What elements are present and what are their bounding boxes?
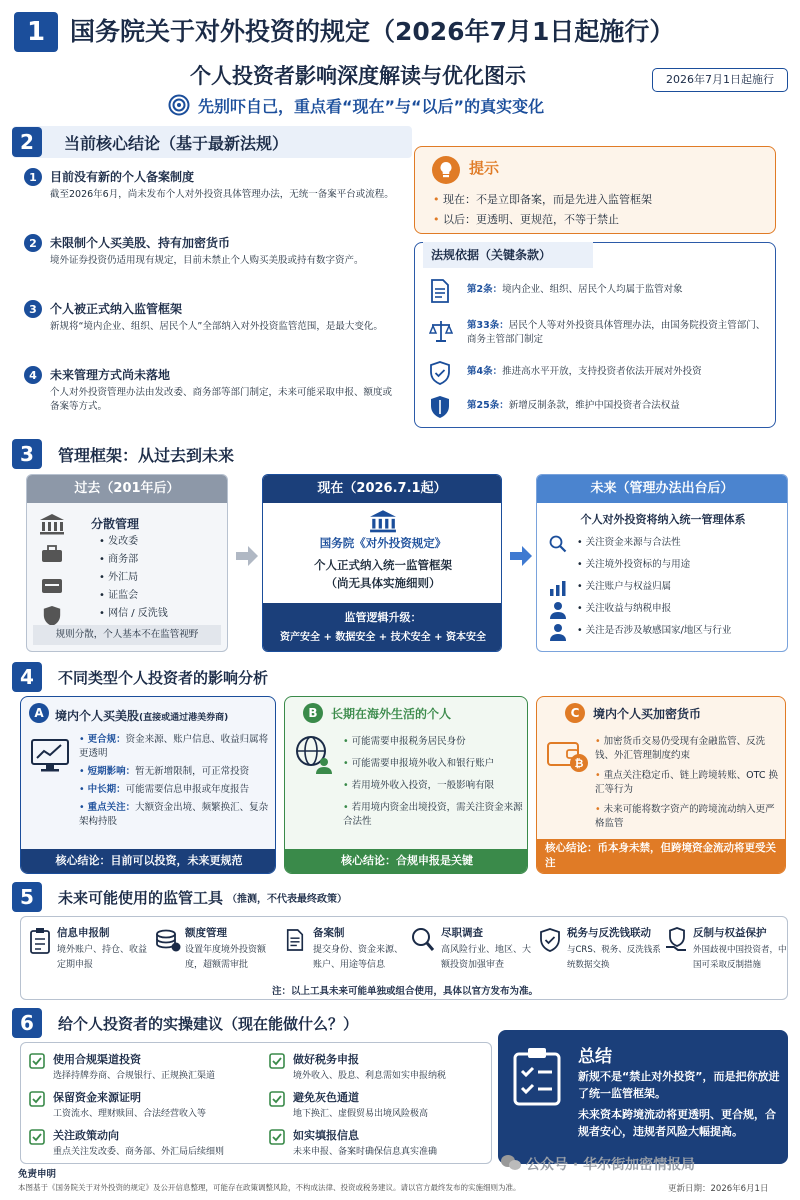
tip-box: [414, 146, 776, 234]
advice-title: 避免灰色通道: [293, 1091, 359, 1104]
section-3: [12, 438, 788, 656]
tool-title: 反制与权益保护: [693, 927, 767, 939]
section-2: [12, 126, 788, 432]
panel-b-letter: B: [303, 703, 323, 723]
tools-box: [20, 916, 788, 1000]
panel-b-item: • 若用境内资金出境投资，需关注资金来源合法性: [343, 802, 523, 827]
summary-title: 总结: [578, 1047, 612, 1067]
briefcase-icon: [41, 545, 63, 563]
panel-a-item: • 短期影响：暂无新增限制，可正常投资: [79, 766, 250, 777]
item-desc: 境外证券投资仍适用现有规定，目前未禁止个人购买美股或持有数字资产。: [50, 255, 364, 266]
legal-title: 法规依据（关键条款）: [423, 242, 593, 268]
future-item: • 关注是否涉及敏感国家/地区与行业: [549, 621, 785, 643]
tip-line: • 以后：更透明、更规范，不等于禁止: [433, 213, 619, 226]
tool-desc: 高风险行业、地区、大额投资加强审查: [441, 945, 532, 970]
panel-b-list: [343, 735, 525, 829]
shield-icon: [429, 395, 451, 419]
item-number: 1: [24, 168, 42, 186]
checklist-icon: [512, 1046, 562, 1106]
disclaimer-text: 本图基于《国务院关于对外投资的规定》及公开信息整理，可能存在政策调整风险，不构成法律、投资或税务建议。请以官方最终发布的实施细则为准。: [18, 1183, 521, 1192]
item-title: 未限制个人买美股、持有加密货币: [50, 236, 231, 250]
section-title: 给个人投资者的实操建议（现在能做什么？）: [58, 1014, 359, 1033]
wechat-icon: [500, 1154, 522, 1172]
section-4: [12, 662, 788, 876]
advice-desc: 重点关注发改委、商务部、外汇局后续细则: [53, 1147, 225, 1157]
section-5-header: [12, 882, 347, 912]
section-6: [12, 1008, 788, 1164]
tool-desc: 外国歧视中国投资者，中国可采取反制措施: [693, 945, 787, 970]
arrow-right-icon: [232, 542, 260, 570]
section-number: 2: [12, 127, 42, 157]
article-number: 第2条：: [467, 284, 503, 295]
future-item: • 关注收益与纳税申报: [549, 599, 785, 621]
footer: [0, 1157, 800, 1200]
section-2-header: [12, 126, 412, 158]
article-text: 居民个人等对外投资具体管理办法，由国务院投资主管部门、商务主管部门制定: [467, 320, 766, 345]
document-icon: [285, 927, 305, 953]
now-panel: [262, 474, 502, 652]
tool-card: [539, 923, 663, 981]
shield-icon: [42, 605, 62, 627]
section-number: 5: [12, 882, 42, 912]
tagline: 先别吓自己，重点看“现在”与“以后”的真实变化: [198, 97, 545, 116]
advice-desc: 地下换汇、虚假贸易出境风险极高: [293, 1109, 429, 1119]
tool-card: [411, 923, 535, 981]
article-text: 境内企业、组织、居民个人均属于监管对象: [502, 284, 683, 295]
past-header: 过去（201年后）: [27, 475, 227, 503]
now-line1: 个人正式纳入统一监管框架: [314, 558, 452, 572]
now-org: 国务院《对外投资规定》: [319, 536, 447, 550]
arrow-right-icon: [506, 542, 534, 570]
page-title: 国务院关于对外投资的规定（2026年7月1日起施行）: [70, 17, 675, 46]
lightbulb-icon: [431, 155, 461, 185]
section-5: [12, 882, 788, 1002]
future-list: [549, 533, 785, 643]
past-item: • 商务部: [99, 554, 139, 565]
header: [0, 0, 800, 122]
person-icon: [550, 623, 566, 641]
tool-title: 备案制: [313, 927, 345, 939]
check-box-icon: [269, 1091, 285, 1107]
advice-title: 使用合规渠道投资: [53, 1053, 141, 1066]
panel-a: [20, 696, 276, 874]
panel-b-footer: 核心结论：合规申报是关键: [285, 849, 528, 873]
section-title: 未来可能使用的监管工具: [58, 888, 224, 907]
panel-b-item: • 若用境外收入投资，一般影响有限: [343, 780, 495, 791]
tool-title: 税务与反洗钱联动: [567, 927, 651, 939]
item-title: 目前没有新的个人备案制度: [50, 170, 195, 184]
panel-c-item: • 加密货币交易仍受现有金融监管、反洗钱、外汇管理制度约束: [595, 736, 766, 761]
advice-desc: 境外收入、股息、利息需如实申报纳税: [293, 1071, 447, 1081]
institution-icon: [39, 513, 65, 535]
section-6-header: [12, 1008, 358, 1038]
tool-desc: 设置年度境外投资额度，超额需审批: [185, 945, 267, 970]
panel-a-letter: A: [29, 703, 49, 723]
disclaimer-title: 免责申明: [18, 1169, 57, 1180]
section-number: 6: [12, 1008, 42, 1038]
future-item: • 关注账户与权益归属: [549, 577, 785, 599]
check-box-icon: [29, 1129, 45, 1145]
past-footer: 规则分散，个人基本不在监管视野: [33, 625, 221, 645]
check-box-icon: [29, 1053, 45, 1069]
advice-title: 关注政策动向: [53, 1129, 119, 1142]
tool-card: [155, 923, 279, 981]
section-note: （推测，不代表最终政策）: [227, 893, 348, 905]
person-icon: [550, 601, 566, 619]
advice-desc: 未来申报、备案时确保信息真实准确: [293, 1147, 438, 1157]
item-number: 3: [24, 300, 42, 318]
tool-card: [665, 923, 787, 981]
institution-icon: [369, 509, 397, 533]
tip-line-text: 现在：不是立即备案，而是先进入监管框架: [443, 193, 652, 206]
advice-box: [20, 1042, 492, 1164]
panel-c-list: [595, 735, 781, 831]
svg-text:₿: ₿: [574, 757, 584, 770]
wallet-bitcoin-icon: [547, 737, 589, 773]
panel-c: [536, 696, 786, 874]
article-text: 推进高水平开放，支持投资者依法开展对外投资: [502, 366, 702, 377]
panel-c-title: 境内个人买加密货币: [593, 707, 702, 721]
summary-line: 新规不是“禁止对外投资”，而是把你放进了统一监管框架。: [578, 1070, 780, 1100]
monitor-chart-icon: [31, 739, 69, 773]
section-4-header: [12, 662, 268, 692]
tool-card: [27, 923, 151, 981]
tool-title: 信息申报制: [57, 927, 110, 939]
check-box-icon: [269, 1053, 285, 1069]
article-number: 第25条：: [467, 400, 509, 411]
check-box-icon: [29, 1091, 45, 1107]
panel-b-item: • 可能需要申报税务居民身份: [343, 736, 466, 747]
item-desc: 新规将“境内企业、组织、居民个人”全部纳入对外投资监管范围，是最大变化。: [50, 321, 383, 332]
past-label: 分散管理: [91, 517, 140, 531]
panel-c-footer: 核心结论：币本身未禁，但跨境资金流动将更受关注: [537, 839, 786, 873]
section-3-header: [12, 438, 234, 470]
tool-title: 额度管理: [185, 927, 227, 939]
future-header: 未来（管理办法出台后）: [537, 475, 787, 503]
check-box-icon: [269, 1129, 285, 1145]
future-item: • 关注资金来源与合法性: [549, 533, 785, 555]
item-number: 4: [24, 366, 42, 384]
panel-b-item: • 可能需要申报境外收入和银行账户: [343, 758, 495, 769]
item-desc: 截至2026年6月，尚未发布个人对外投资具体管理办法，无统一备案平台或流程。: [50, 189, 394, 200]
upgrade-banner: [263, 603, 502, 651]
tool-desc: 提交身份、资金来源、账户、用途等信息: [313, 945, 404, 970]
tool-desc: 与CRS、税务、反洗钱系统数据交换: [567, 945, 661, 970]
tip-line: • 现在：不是立即备案，而是先进入监管框架: [433, 193, 652, 206]
tip-title: 提示: [469, 159, 500, 177]
past-item: • 外汇局: [99, 572, 139, 583]
future-panel: [536, 474, 788, 652]
target-icon: [168, 94, 190, 116]
date-badge: 2026年7月1日起施行: [652, 68, 788, 92]
article-text: 新增反制条款，维护中国投资者合法权益: [508, 400, 680, 411]
summary-box: [498, 1030, 788, 1164]
past-item: • 网信 / 反洗钱: [99, 608, 168, 619]
panel-a-item: • 中长期：可能需要信息申报或年度报告: [79, 784, 250, 795]
panel-a-footer: 核心结论：目前可以投资，未来更规范: [21, 849, 276, 873]
legal-box: [414, 242, 776, 428]
shield-check-icon: [429, 361, 451, 385]
item-number: 2: [24, 234, 42, 252]
chart-icon: [549, 579, 567, 597]
update-date: 更新日期：2026年6月1日: [668, 1184, 769, 1194]
panel-c-item: • 重点关注稳定币、链上跨境转账、OTC 换汇等行为: [595, 770, 779, 795]
section-number: 1: [14, 12, 58, 52]
magnifier-icon: [411, 927, 435, 953]
globe-person-icon: [295, 735, 333, 775]
panel-c-item: • 未来可能将数字资产的跨境流动纳入更严格监管: [595, 804, 775, 829]
scales-icon: [429, 319, 453, 343]
section-number: 3: [12, 439, 42, 469]
item-title: 未来管理方式尚未落地: [50, 368, 171, 382]
panel-b: [284, 696, 528, 874]
document-icon: [429, 279, 451, 303]
tool-card: [283, 923, 407, 981]
item-desc: 个人对外投资管理办法由发改委、商务部等部门制定，未来可能采取申报、额度或备案等方式。: [50, 387, 393, 412]
past-item: • 发改委: [99, 536, 139, 547]
panel-c-letter: C: [565, 703, 585, 723]
upgrade-chain: 资产安全 + 数据安全 + 技术安全 + 资本安全: [279, 632, 487, 643]
summary-line: 未来资本跨境流动将更透明、更合规，合规者安心，违规者风险大幅提高。: [578, 1108, 776, 1138]
tip-line-text: 以后：更透明、更规范，不等于禁止: [443, 213, 619, 226]
future-item: • 关注境外投资标的与用途: [577, 559, 691, 570]
panel-a-list: [79, 733, 273, 829]
panel-a-item: • 重点关注：大额资金出境、频繁换汇、复杂架构持股: [79, 802, 269, 827]
now-line2: （尚无具体实施细则）: [325, 576, 441, 590]
advice-desc: 选择持牌券商、合规银行、正规换汇渠道: [53, 1071, 216, 1081]
article-number: 第33条：: [467, 320, 509, 331]
clipboard-icon: [29, 927, 51, 955]
panel-a-sub: (直接或通过港美券商): [139, 713, 229, 723]
shield-check-icon: [539, 927, 561, 953]
hand-shield-icon: [665, 927, 689, 953]
upgrade-title: 监管逻辑升级：: [344, 611, 422, 624]
future-intro: 个人对外投资将纳入统一管理体系: [580, 513, 746, 526]
past-list: [99, 533, 223, 623]
past-item: • 证监会: [99, 590, 139, 601]
search-money-icon: [549, 535, 567, 553]
watermark: 公众号 · 华尔街加密情报局: [526, 1157, 696, 1173]
item-title: 个人被正式纳入监管框架: [50, 302, 183, 316]
page-subtitle: 个人投资者影响深度解读与优化图示: [190, 64, 526, 88]
section-title: 管理框架：从过去到未来: [58, 445, 235, 465]
article-number: 第4条：: [467, 366, 503, 377]
past-panel: [26, 474, 228, 652]
advice-title: 如实填报信息: [293, 1129, 359, 1142]
panel-b-title: 长期在海外生活的个人: [331, 707, 452, 721]
tool-title: 尽职调查: [441, 927, 483, 939]
section-number: 4: [12, 662, 42, 692]
advice-desc: 工资流水、理财赎回、合法经营收入等: [53, 1109, 207, 1119]
section-title: 不同类型个人投资者的影响分析: [58, 668, 269, 687]
tools-footnote: 注：以上工具未来可能单独或组合使用，具体以官方发布为准。: [271, 986, 538, 997]
coins-icon: [155, 929, 181, 953]
section-title: 当前核心结论（基于最新法规）: [64, 133, 289, 153]
advice-title: 保留资金来源证明: [53, 1091, 141, 1104]
panel-a-title: 境内个人买美股: [55, 709, 140, 723]
advice-title: 做好税务申报: [293, 1053, 359, 1066]
now-header: 现在（2026.7.1起）: [263, 475, 501, 503]
panel-a-item: • 更合规：资金来源、账户信息、收益归属将更透明: [79, 734, 269, 759]
card-icon: [41, 577, 63, 595]
tool-desc: 境外账户、持仓、收益定期申报: [57, 945, 148, 970]
